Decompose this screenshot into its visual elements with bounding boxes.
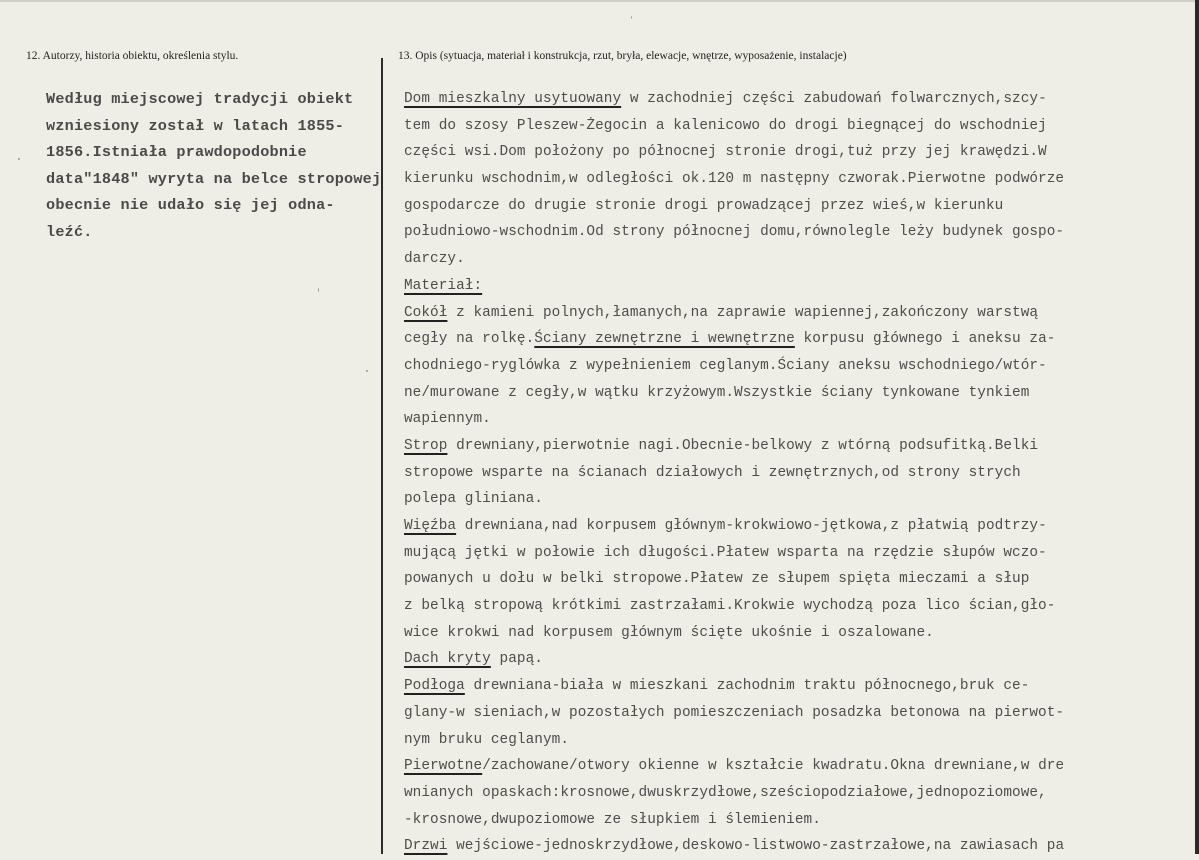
- line-text: kierunku wschodnim,w odległości ok.120 m następny czworak.Pierwotne podwórze: [404, 171, 1065, 188]
- description-line: [404, 593, 1184, 620]
- description-line: [404, 833, 1184, 860]
- underlined-heading: Ściany zewnętrzne i wewnętrzne: [534, 331, 795, 348]
- description-line: [404, 113, 1184, 140]
- line-text: gospodarcze do drugie stronie drogi prowadzącej przez wieś,w kierunku: [404, 197, 1004, 214]
- history-line: data"1848" wyryta na belce stropowej: [46, 169, 382, 188]
- history-line: wzniesiony został w latach 1855-: [46, 116, 345, 135]
- line-text: drewniana,nad korpusem głównym-krokwiowo-jętkowa,z płatwią podtrzy-: [456, 518, 1047, 534]
- description-line: [404, 166, 1184, 193]
- line-text: części wsi.Dom położony po północnej stronie drogi,tuż przy jej krawędzi.W: [404, 144, 1047, 161]
- underlined-heading: Więźba: [404, 518, 457, 534]
- line-text: wapiennym.: [404, 411, 491, 428]
- paper-speck: [318, 288, 319, 292]
- description-line: [404, 460, 1184, 487]
- line-text: mującą jętki w połowie ich długości.Płatew wsparta na rzędzie słupów wczo-: [404, 544, 1047, 561]
- description-line: [404, 646, 1184, 673]
- description-line: [404, 433, 1184, 460]
- description-line: [404, 727, 1184, 754]
- paper-speck: [18, 158, 20, 160]
- underlined-heading: Dach kryty: [404, 651, 491, 668]
- line-text: /zachowane/otwory okienne w kształcie kwadratu.Okna drewniane,w dre: [482, 758, 1065, 775]
- description-line: [404, 566, 1184, 593]
- underlined-heading: Strop: [404, 437, 448, 454]
- paper-speck: [631, 16, 632, 19]
- line-text: darczy.: [404, 251, 465, 268]
- line-text: w zachodniej części zabudowań folwarcznych,szcy-: [621, 91, 1047, 107]
- description-line: [404, 246, 1184, 273]
- line-text: południowo-wschodnim.Od strony północnej domu,równolegle leży budynek gospo-: [404, 224, 1065, 241]
- description-line: [404, 753, 1184, 780]
- description-line: [404, 273, 1184, 300]
- description-line: [404, 807, 1184, 834]
- line-text: z belką stropową krótkimi zastrzałami.Krokwie wychodzą poza lico ścian,gło-: [404, 598, 1056, 615]
- description-line: [404, 700, 1184, 727]
- description-line: [404, 673, 1184, 700]
- history-line: 1856.Istniała prawdopodobnie: [46, 143, 307, 161]
- line-text: nym bruku ceglanym.: [404, 731, 570, 748]
- line-text: stropowe wsparte na ścianach działowych i zewnętrznych,od strony strych: [404, 464, 1021, 481]
- line-text: wice krokwi nad korpusem głównym ścięte ukośnie i oszalowane.: [404, 624, 934, 641]
- line-text: chodniego-ryglówka z wypełnieniem ceglanym.Ściany aneksu wschodniego/wtór-: [404, 357, 1047, 374]
- description-column: [404, 86, 1184, 860]
- description-line: [404, 486, 1184, 513]
- description-line: [404, 326, 1184, 353]
- underlined-heading: Materiał:: [404, 277, 483, 294]
- top-edge: [0, 0, 1199, 2]
- line-text: korpusu głównego i aneksu za-: [794, 331, 1056, 348]
- section-12-header: 12. Autorzy, historia obiektu, określenia stylu.: [26, 50, 239, 62]
- history-column: [46, 86, 382, 245]
- paper-speck: [366, 370, 368, 372]
- line-text: wnianych opaskach:krosnowe,dwuskrzydłowe,sześciopodziałowe,jednopoziomowe,: [404, 784, 1047, 801]
- right-edge: [1195, 0, 1199, 854]
- description-line: [404, 540, 1184, 567]
- history-line: leźć.: [46, 222, 93, 241]
- line-text: powanych u dołu w belki stropowe.Płatew ze słupem spięta mieczami a słup: [404, 571, 1030, 588]
- description-line: [404, 219, 1184, 246]
- description-line: [404, 780, 1184, 807]
- line-text: wejściowe-jednoskrzydłowe,deskowo-listwowo-zastrzałowe,na zawiasach pa: [447, 838, 1065, 855]
- line-text: -krosnowe,dwupoziomowe ze słupkiem i ślemieniem.: [404, 811, 821, 828]
- line-text: ne/murowane z cegły,w wątku krzyżowym.Wszystkie ściany tynkowane tynkiem: [404, 384, 1030, 401]
- line-text: tem do szosy Pleszew-Żegocin a kalenicowo do drogi biegnącej do wschodniej: [404, 117, 1047, 134]
- description-line: [404, 86, 1184, 113]
- underlined-heading: Dom mieszkalny usytuowany: [404, 91, 622, 107]
- underlined-heading: Cokół: [404, 304, 448, 321]
- section-13-header: 13. Opis (sytuacja, materiał i konstrukcja, rzut, bryła, elewacje, wnętrze, wyposażenie, instalacje): [398, 50, 847, 62]
- underlined-heading: Drzwi: [404, 838, 448, 855]
- description-line: [404, 139, 1184, 166]
- line-text: cegły na rolkę.: [404, 331, 535, 348]
- line-text: glany-w sieniach,w pozostałych pomieszczeniach posadzka betonowa na pierwot-: [404, 704, 1065, 721]
- history-line: obecnie nie udało się jej odna-: [46, 196, 335, 214]
- line-text: z kamieni polnych,łamanych,na zaprawie wapiennej,zakończony warstwą: [447, 304, 1039, 321]
- description-line: [404, 300, 1184, 327]
- description-line: [404, 193, 1184, 220]
- history-line: Według miejscowej tradycji obiekt: [46, 90, 354, 108]
- description-line: [404, 406, 1184, 433]
- line-text: polepa gliniana.: [404, 491, 543, 508]
- description-line: [404, 620, 1184, 647]
- line-text: drewniana-biała w mieszkani zachodnim traktu północnego,bruk ce-: [464, 678, 1030, 695]
- underlined-heading: Podłoga: [404, 678, 465, 695]
- line-text: drewniany,pierwotnie nagi.Obecnie-belkowy z wtórną podsufitką.Belki: [447, 437, 1039, 454]
- description-line: [404, 353, 1184, 380]
- line-text: papą.: [490, 651, 543, 668]
- underlined-heading: Pierwotne: [404, 758, 483, 775]
- description-line: [404, 513, 1184, 540]
- description-line: [404, 380, 1184, 407]
